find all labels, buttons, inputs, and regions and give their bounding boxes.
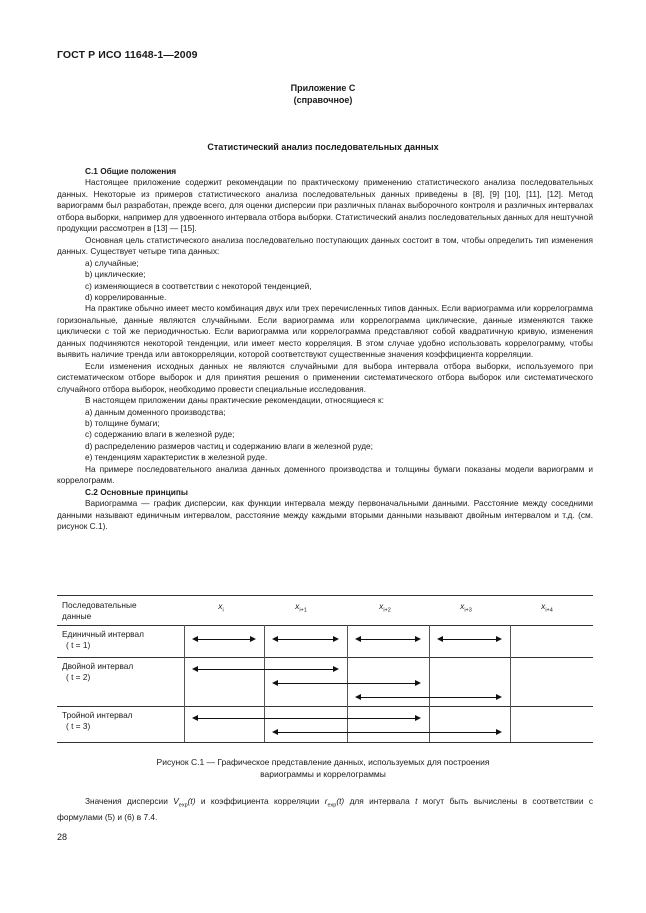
argument: (t) <box>336 796 345 806</box>
column-divider <box>264 625 265 742</box>
list-item: d) распределению размеров частиц и содержанию влаги в железной руде; <box>85 440 373 451</box>
paragraph: Настоящее приложение содержит рекомендации по практическому применению статистического анализа последовательных данных. Некоторые из примеров статистического анализа последовательных данных приведены в [8], [9] [10], [11], [12]. Метод вариограмм был разработан, прежде всего, для оценки дисперсии при различных планах выборочного контроля и различных интервалах отбора выборки, например для удвоенного интервала отбора выборки. Статистический анализ последовательных данных для нештучной продукции рассмотрен в [13] — [15]. <box>57 177 593 234</box>
column-header <box>218 601 223 614</box>
column-index: i+3 <box>464 607 472 614</box>
row-label-param: ( t = 1) <box>66 640 91 650</box>
column-divider <box>510 625 511 742</box>
table-rule <box>57 742 593 743</box>
row-label-text: Двойной интервал <box>62 661 134 671</box>
interval-arrow-t2 <box>355 694 502 701</box>
row-label-text: Тройной интервал <box>62 710 133 720</box>
paragraph: На примере последовательного анализа данных доменного производства и толщины бумаги показаны модели вариограмм и коррелограмм. <box>57 463 593 486</box>
column-symbol: x <box>218 601 223 611</box>
page-number: 28 <box>57 832 68 842</box>
standard-header: ГОСТ Р ИСО 11648-1—2009 <box>57 49 198 61</box>
table-rule <box>57 706 593 707</box>
list-item: с) содержанию влаги в железной руде; <box>85 429 235 440</box>
header-label-line: Последовательные <box>62 600 137 610</box>
interval-arrow-t1 <box>355 636 421 643</box>
list-item: d) коррелированные. <box>85 291 167 302</box>
text-run: могут быть вычислены в соответствии с формулами (5) и (6) в 7.4. <box>57 796 593 823</box>
row-label-double-interval <box>62 661 133 683</box>
body-text <box>57 166 593 533</box>
list-item: b) толщине бумаги; <box>85 417 160 428</box>
paragraph: Основная цель статистического анализа последовательно поступающих данных состоит в том, чтобы определить тип изменения данных. Существует четыре типа данных: <box>57 234 593 257</box>
list-item: а) данным доменного производства; <box>85 406 226 417</box>
table-rule <box>57 595 593 596</box>
header-label <box>62 600 137 622</box>
subscript: exp <box>327 802 337 809</box>
column-index: i <box>222 607 224 614</box>
section-heading-c2: С.2 Основные принципы <box>85 486 188 497</box>
figure-c1-diagram <box>57 595 593 743</box>
variable-t: t <box>415 796 418 806</box>
text-run: и коэффициента корреляции <box>195 796 325 806</box>
paragraph: Если изменения исходных данных не являются случайными для выбора интервала отбора выборки, используемого при систематическом отборе выборок и для принятия решения о применении систематического отбора выборок или систематического случайного отбора выборок, необходимо провести специальные исследования. <box>57 360 593 394</box>
row-label-param: ( t = 3) <box>66 721 91 731</box>
table-rule <box>57 657 593 658</box>
column-symbol: x <box>460 601 465 611</box>
interval-arrow-t2 <box>272 680 421 687</box>
appendix-type: (справочное) <box>293 95 353 105</box>
header-label-line: данные <box>62 611 92 621</box>
figure-caption <box>0 756 646 780</box>
column-index: i+4 <box>545 607 553 614</box>
appendix-title: Статистический анализ последовательных данных <box>207 142 439 152</box>
column-divider <box>184 625 185 742</box>
column-divider <box>429 625 430 742</box>
column-symbol: x <box>379 601 384 611</box>
interval-arrow-t3 <box>272 729 502 736</box>
caption-line: вариограммы и коррелограммы <box>260 769 386 779</box>
paragraph: В настоящем приложении даны практические рекомендации, относящиеся к: <box>85 395 384 406</box>
column-index: i+1 <box>299 607 307 614</box>
list-item: b) циклические; <box>85 269 146 280</box>
interval-arrow-t3 <box>192 715 421 722</box>
list-item: е) тенденциям характеристик в железной руде. <box>85 452 268 463</box>
interval-arrow-t1 <box>437 636 502 643</box>
paragraph <box>57 796 593 824</box>
text-run: для интервала <box>344 796 416 806</box>
column-header <box>541 601 553 614</box>
table-rule <box>57 625 593 626</box>
caption-line: Рисунок С.1 — Графическое представление данных, используемых для построения <box>156 757 490 767</box>
interval-arrow-t1 <box>272 636 339 643</box>
column-symbol: x <box>541 601 546 611</box>
section-heading-c1: С.1 Общие положения <box>85 166 177 176</box>
variable-r: r <box>324 796 328 806</box>
column-symbol: x <box>295 601 300 611</box>
interval-arrow-t2 <box>192 666 339 673</box>
list-item: с) изменяющиеся в соответствии с некоторой тенденцией, <box>85 280 312 291</box>
row-label-text: Единичный интервал <box>62 629 144 639</box>
paragraph: Вариограмма — график дисперсии, как функции интервала между первоначальными данными. Расстояние между соседними данными называют единичным интервалом, расстояние между каждыми вторыми данными называют двойным интервалом и т.д. (см. рисунок С.1). <box>57 498 593 532</box>
appendix-label: Приложение С <box>290 83 356 93</box>
argument: (t) <box>187 796 196 806</box>
row-label-triple-interval <box>62 710 133 732</box>
column-header <box>460 601 472 614</box>
subscript: exp <box>178 802 188 809</box>
row-label-param: ( t = 2) <box>66 672 91 682</box>
column-header <box>295 601 307 614</box>
text-run: Значения дисперсии <box>85 796 174 806</box>
closing-paragraph <box>57 796 593 824</box>
column-header <box>379 601 391 614</box>
row-label-unit-interval <box>62 629 144 651</box>
paragraph: На практике обычно имеет место комбинация двух или трех перечисленных типов данных. Если вариограмма или коррелограмма горизональные, данные являются случайными. Если вариограмма или коррелограмма циклические, данные изменяются также циклически с той же периодичностью. Если вариограмма или коррелограмма представляют собой квадратичную кривую, изменения данных подчиняются некоторой тенденции, или имеет место корреляция. В этом случае удобно использовать коррелограмму, чтобы выявить наличие тренда или автокорреляции, которой соответствуют существенные значения коэффициента корреляции. <box>57 303 593 360</box>
variable-v: V <box>173 796 179 806</box>
interval-arrow-t1 <box>192 636 256 643</box>
list-item: а) случайные; <box>85 257 139 268</box>
column-index: i+2 <box>383 607 391 614</box>
